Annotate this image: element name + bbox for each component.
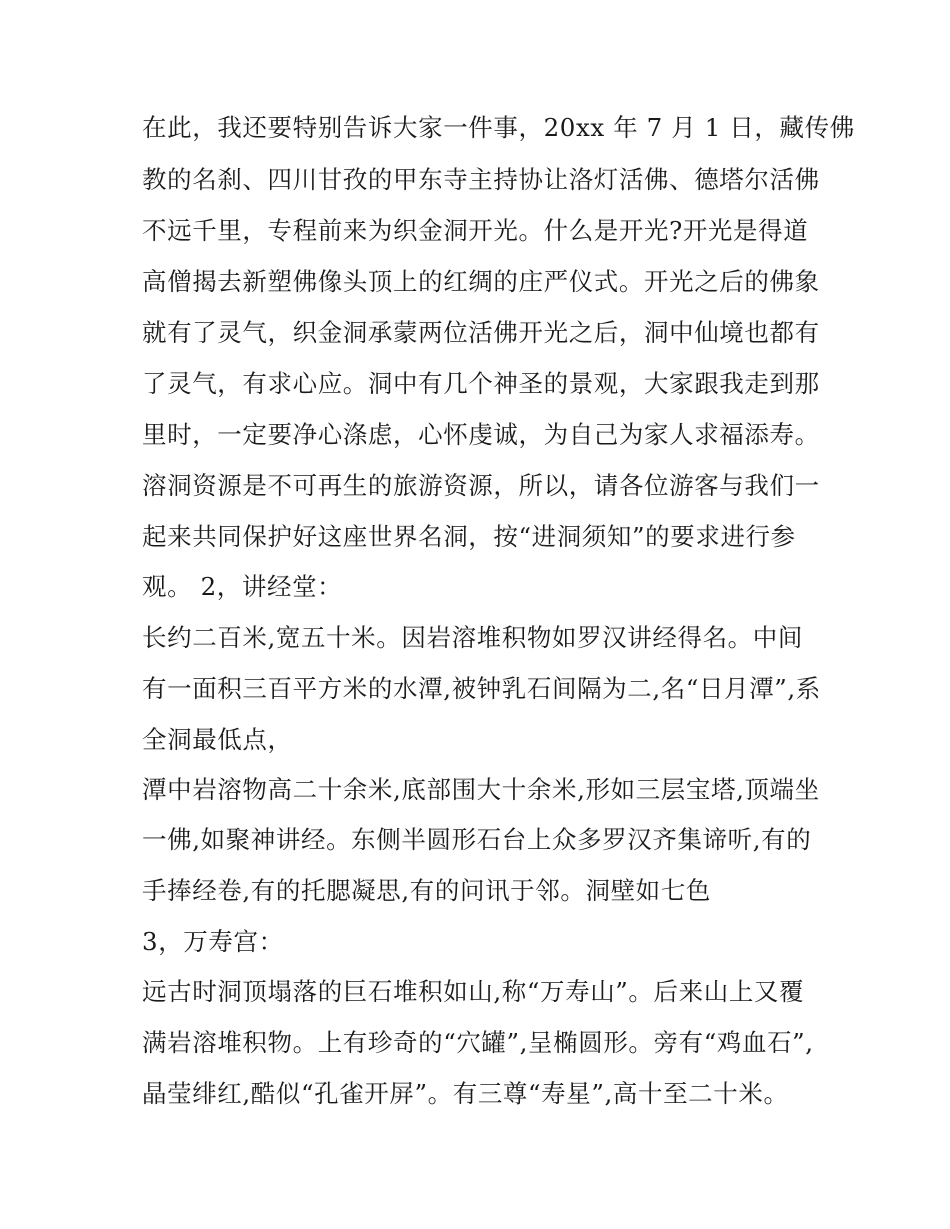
text-line: 潭中岩溶物高二十余米,底部围大十余米,形如三层宝塔,顶端坐	[142, 775, 820, 804]
text-line: 就有了灵气，织金洞承蒙两位活佛开光之后，洞中仙境也都有	[142, 318, 820, 347]
text-line: 长约二百米,宽五十米。因岩溶堆积物如罗汉讲经得名。中间	[142, 623, 803, 652]
text-line: 了灵气，有求心应。洞中有几个神圣的景观，大家跟我走到那	[142, 369, 820, 398]
text-line: 教的名刹、四川甘孜的甲东寺主持协让洛灯活佛、德塔尔活佛	[142, 165, 820, 194]
text-line: 远古时洞顶塌落的巨石堆积如山,称“万寿山”。后来山上又覆	[142, 977, 805, 1006]
section-heading: 3，万寿宫：	[142, 927, 284, 956]
text-line: 在此，我还要特别告诉大家一件事，20xx 年 7 月 1 日，藏传佛	[142, 113, 855, 142]
text-line: 全洞最低点，	[142, 725, 293, 754]
text-line: 有一面积三百平方米的水潭,被钟乳石间隔为二,名“日月潭”,系	[142, 674, 821, 703]
section-heading: 观。 2，讲经堂：	[142, 572, 343, 601]
text-line: 不远千里，专程前来为织金洞开光。什么是开光?开光是得道	[142, 216, 809, 245]
text-line: 溶洞资源是不可再生的旅游资源，所以，请各位游客与我们一	[142, 471, 820, 500]
text-line: 满岩溶堆积物。上有珍奇的“穴罐”,呈椭圆形。旁有“鸡血石”,	[142, 1028, 814, 1057]
text-line: 晶莹绯红,酷似“孔雀开屏”。有三尊“寿星”,高十至二十米。	[142, 1079, 789, 1108]
text-line: 起来共同保护好这座世界名洞，按“进洞须知”的要求进行参	[142, 522, 796, 551]
text-line: 手捧经卷,有的托腮凝思,有的问讯于邻。洞壁如七色	[142, 876, 711, 905]
text-line: 高僧揭去新塑佛像头顶上的红绸的庄严仪式。开光之后的佛象	[142, 267, 820, 296]
text-line: 里时，一定要净心涤虑，心怀虔诚，为自己为家人求福添寿。	[142, 420, 820, 449]
text-line: 一佛,如聚神讲经。东侧半圆形石台上众多罗汉齐集谛听,有的	[142, 825, 812, 854]
